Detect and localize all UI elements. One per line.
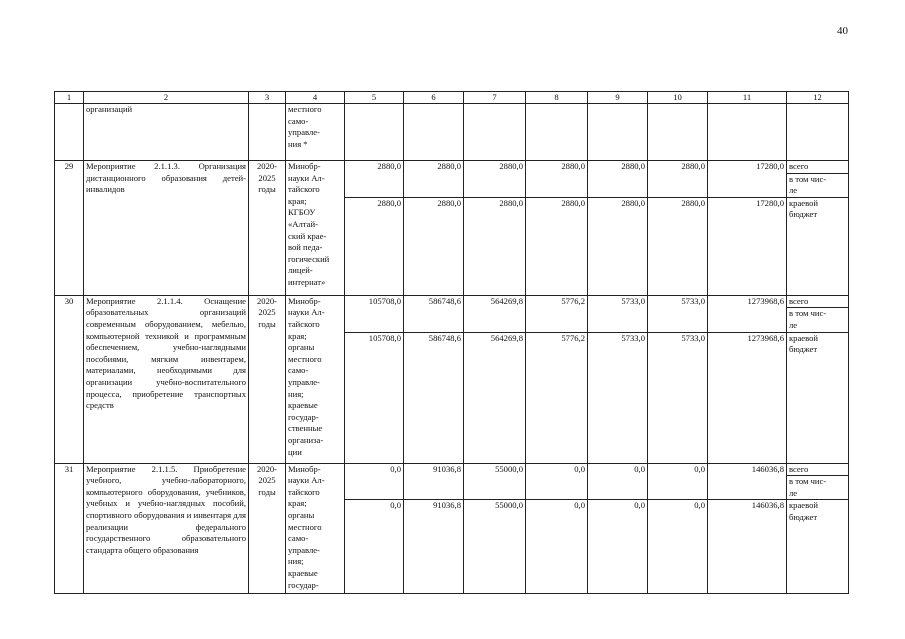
amount-regional: 2880,0: [648, 197, 708, 295]
amount-regional: 2880,0: [588, 197, 648, 295]
executor-line: краевые: [288, 400, 318, 411]
source-label: [787, 332, 849, 463]
amount-regional: 586748,6: [404, 332, 464, 463]
activity-name: Мероприятие 2.1.1.3. Организация дистанционного образования детей-инвалидов: [84, 161, 249, 296]
amount-total: 91036,8: [404, 463, 464, 500]
executor-line: ский крае-: [288, 230, 327, 241]
source-label: [787, 476, 849, 500]
amount-regional: 0,0: [588, 500, 648, 594]
executor-line: Минобр-: [288, 463, 321, 474]
executor-cell: [286, 104, 345, 161]
amount-total: 2880,0: [648, 161, 708, 198]
amount-total: 2880,0: [345, 161, 404, 198]
empty-cell: [708, 104, 787, 161]
source-line: в том чис-: [789, 476, 827, 487]
executor-line: ния;: [288, 388, 304, 399]
source-line: краевой: [789, 332, 818, 343]
amount-total: 5733,0: [648, 295, 708, 332]
amount-regional: 2880,0: [464, 197, 526, 295]
executor-line: ния *: [288, 138, 308, 149]
source-line: краевой: [789, 500, 818, 511]
executor-line: местного: [288, 353, 322, 364]
executor-line: «Алтай-: [288, 218, 318, 229]
amount-regional: 146036,8: [708, 500, 787, 594]
activity-row: [55, 295, 849, 308]
activity-name: Мероприятие 2.1.1.5. Приобретение учебного, учебно-лабораторного, компьютерного оборудования, учебников, учебных и учебно-наглядных пособий, спортивного оборудования и инвентаря для реализации федерального государственного образовательного стандарта общего образования: [84, 463, 249, 594]
source-line: в том чис-: [789, 308, 827, 319]
header-cell: 7: [464, 92, 526, 104]
amount-regional: 5776,2: [526, 332, 588, 463]
executor-line: управле-: [288, 127, 320, 138]
amount-total: 1273968,6: [708, 295, 787, 332]
executor-cell: [286, 463, 345, 594]
executor-line: науки Ал-: [288, 475, 325, 486]
executor-line: управле-: [288, 544, 320, 555]
amount-regional: 2880,0: [526, 197, 588, 295]
amount-regional: 564269,8: [464, 332, 526, 463]
empty-cell: [526, 104, 588, 161]
empty-cell: [249, 104, 286, 161]
executor-line: края;: [288, 330, 307, 341]
header-cell: 12: [787, 92, 849, 104]
amount-total: 0,0: [648, 463, 708, 500]
amount-total: 0,0: [345, 463, 404, 500]
executor-line: лицей-: [288, 265, 313, 276]
empty-cell: [464, 104, 526, 161]
row-number: 30: [55, 295, 84, 463]
years-line: 2025: [258, 172, 276, 183]
header-cell: 1: [55, 92, 84, 104]
table-header-row: [55, 92, 849, 104]
header-cell: 2: [84, 92, 249, 104]
source-line: бюджет: [789, 511, 818, 522]
amount-regional: 5733,0: [648, 332, 708, 463]
empty-cell: [648, 104, 708, 161]
source-label: [787, 197, 849, 295]
executor-line: ния;: [288, 556, 304, 567]
executor-line: науки Ал-: [288, 307, 325, 318]
empty-cell: [55, 104, 84, 161]
amount-total: 2880,0: [464, 161, 526, 198]
amount-total: 2880,0: [588, 161, 648, 198]
header-cell: 11: [708, 92, 787, 104]
source-label: [787, 173, 849, 197]
empty-cell: [787, 104, 849, 161]
years-line: 2020-: [256, 161, 278, 171]
executor-line: само-: [288, 533, 309, 544]
executor-line: государ-: [288, 411, 319, 422]
executor-line: края;: [288, 498, 307, 509]
amount-total: 105708,0: [345, 295, 404, 332]
executor-line: науки Ал-: [288, 172, 325, 183]
amount-regional: 105708,0: [345, 332, 404, 463]
source-line: краевой: [789, 197, 818, 208]
executor-cell: [286, 161, 345, 296]
source-line: ле: [789, 185, 798, 196]
years-line: годы: [258, 184, 276, 195]
years-line: 2020-: [256, 463, 278, 474]
empty-cell: [588, 104, 648, 161]
source-label: всего: [787, 295, 849, 308]
amount-total: 5733,0: [588, 295, 648, 332]
executor-line: КГБОУ: [288, 207, 316, 218]
amount-total: 5776,2: [526, 295, 588, 332]
executor-line: тайского: [288, 486, 320, 497]
row-number: 31: [55, 463, 84, 594]
executor-line: Минобр-: [288, 161, 321, 171]
amount-total: 564269,8: [464, 295, 526, 332]
amount-total: 586748,6: [404, 295, 464, 332]
amount-regional: 17280,0: [708, 197, 787, 295]
years-line: 2025: [258, 307, 276, 318]
header-cell: 8: [526, 92, 588, 104]
amount-total: 0,0: [526, 463, 588, 500]
amount-regional: 0,0: [345, 500, 404, 594]
amount-regional: 5733,0: [588, 332, 648, 463]
executor-line: Минобр-: [288, 295, 321, 306]
source-line: ле: [789, 487, 798, 498]
amount-total: 2880,0: [404, 161, 464, 198]
header-cell: 4: [286, 92, 345, 104]
continuation-row: [55, 104, 849, 161]
executor-line: местного: [288, 104, 322, 114]
amount-total: 146036,8: [708, 463, 787, 500]
executor-line: органы: [288, 509, 315, 520]
header-cell: 6: [404, 92, 464, 104]
amount-regional: 2880,0: [404, 197, 464, 295]
executor-line: гогический: [288, 253, 330, 264]
amount-regional: 91036,8: [404, 500, 464, 594]
amount-total: 55000,0: [464, 463, 526, 500]
amount-total: 17280,0: [708, 161, 787, 198]
amount-regional: 1273968,6: [708, 332, 787, 463]
executor-line: края;: [288, 195, 307, 206]
executor-line: управле-: [288, 376, 320, 387]
header-cell: 5: [345, 92, 404, 104]
source-line: бюджет: [789, 209, 818, 220]
source-label: [787, 500, 849, 594]
header-cell: 3: [249, 92, 286, 104]
budget-table: [54, 91, 849, 594]
years-cell: [249, 161, 286, 296]
header-cell: 9: [588, 92, 648, 104]
years-line: 2020-: [256, 295, 278, 306]
executor-line: тайского: [288, 184, 320, 195]
header-cell: 10: [648, 92, 708, 104]
source-line: бюджет: [789, 344, 818, 355]
page-number: 40: [837, 25, 848, 37]
executor-line: ственные: [288, 423, 323, 434]
executor-line: местного: [288, 521, 322, 532]
executor-line: краевые: [288, 567, 318, 578]
amount-regional: 0,0: [526, 500, 588, 594]
executor-line: ции: [288, 446, 302, 457]
activity-name: Мероприятие 2.1.1.4. Оснащение образовательных организаций современным оборудованием, мебелью, компьютерной техникой и программным обеспечением, учебно-наглядными пособиями, мягким инвентарем, материалами, необходимыми для организации учебно-воспитательного процесса, приобретение транспортных средств: [84, 295, 249, 463]
activity-name: организаций: [84, 104, 249, 161]
executor-line: организа-: [288, 434, 324, 445]
amount-total: 2880,0: [526, 161, 588, 198]
years-line: годы: [258, 486, 276, 497]
source-line: в том чис-: [789, 173, 827, 184]
years-cell: [249, 295, 286, 463]
years-line: годы: [258, 318, 276, 329]
activity-row: [55, 463, 849, 476]
executor-line: тайского: [288, 318, 320, 329]
source-line: ле: [789, 319, 798, 330]
source-label: всего: [787, 161, 849, 174]
source-label: всего: [787, 463, 849, 476]
amount-regional: 2880,0: [345, 197, 404, 295]
amount-regional: 0,0: [648, 500, 708, 594]
amount-regional: 55000,0: [464, 500, 526, 594]
executor-line: само-: [288, 115, 309, 126]
row-number: 29: [55, 161, 84, 296]
empty-cell: [404, 104, 464, 161]
years-line: 2025: [258, 475, 276, 486]
source-label: [787, 308, 849, 332]
years-cell: [249, 463, 286, 594]
empty-cell: [345, 104, 404, 161]
executor-line: государ-: [288, 579, 319, 590]
executor-line: само-: [288, 365, 309, 376]
executor-line: вой педа-: [288, 242, 323, 253]
activity-row: [55, 161, 849, 174]
executor-cell: [286, 295, 345, 463]
executor-line: интернат»: [288, 276, 326, 287]
executor-line: органы: [288, 342, 315, 353]
amount-total: 0,0: [588, 463, 648, 500]
